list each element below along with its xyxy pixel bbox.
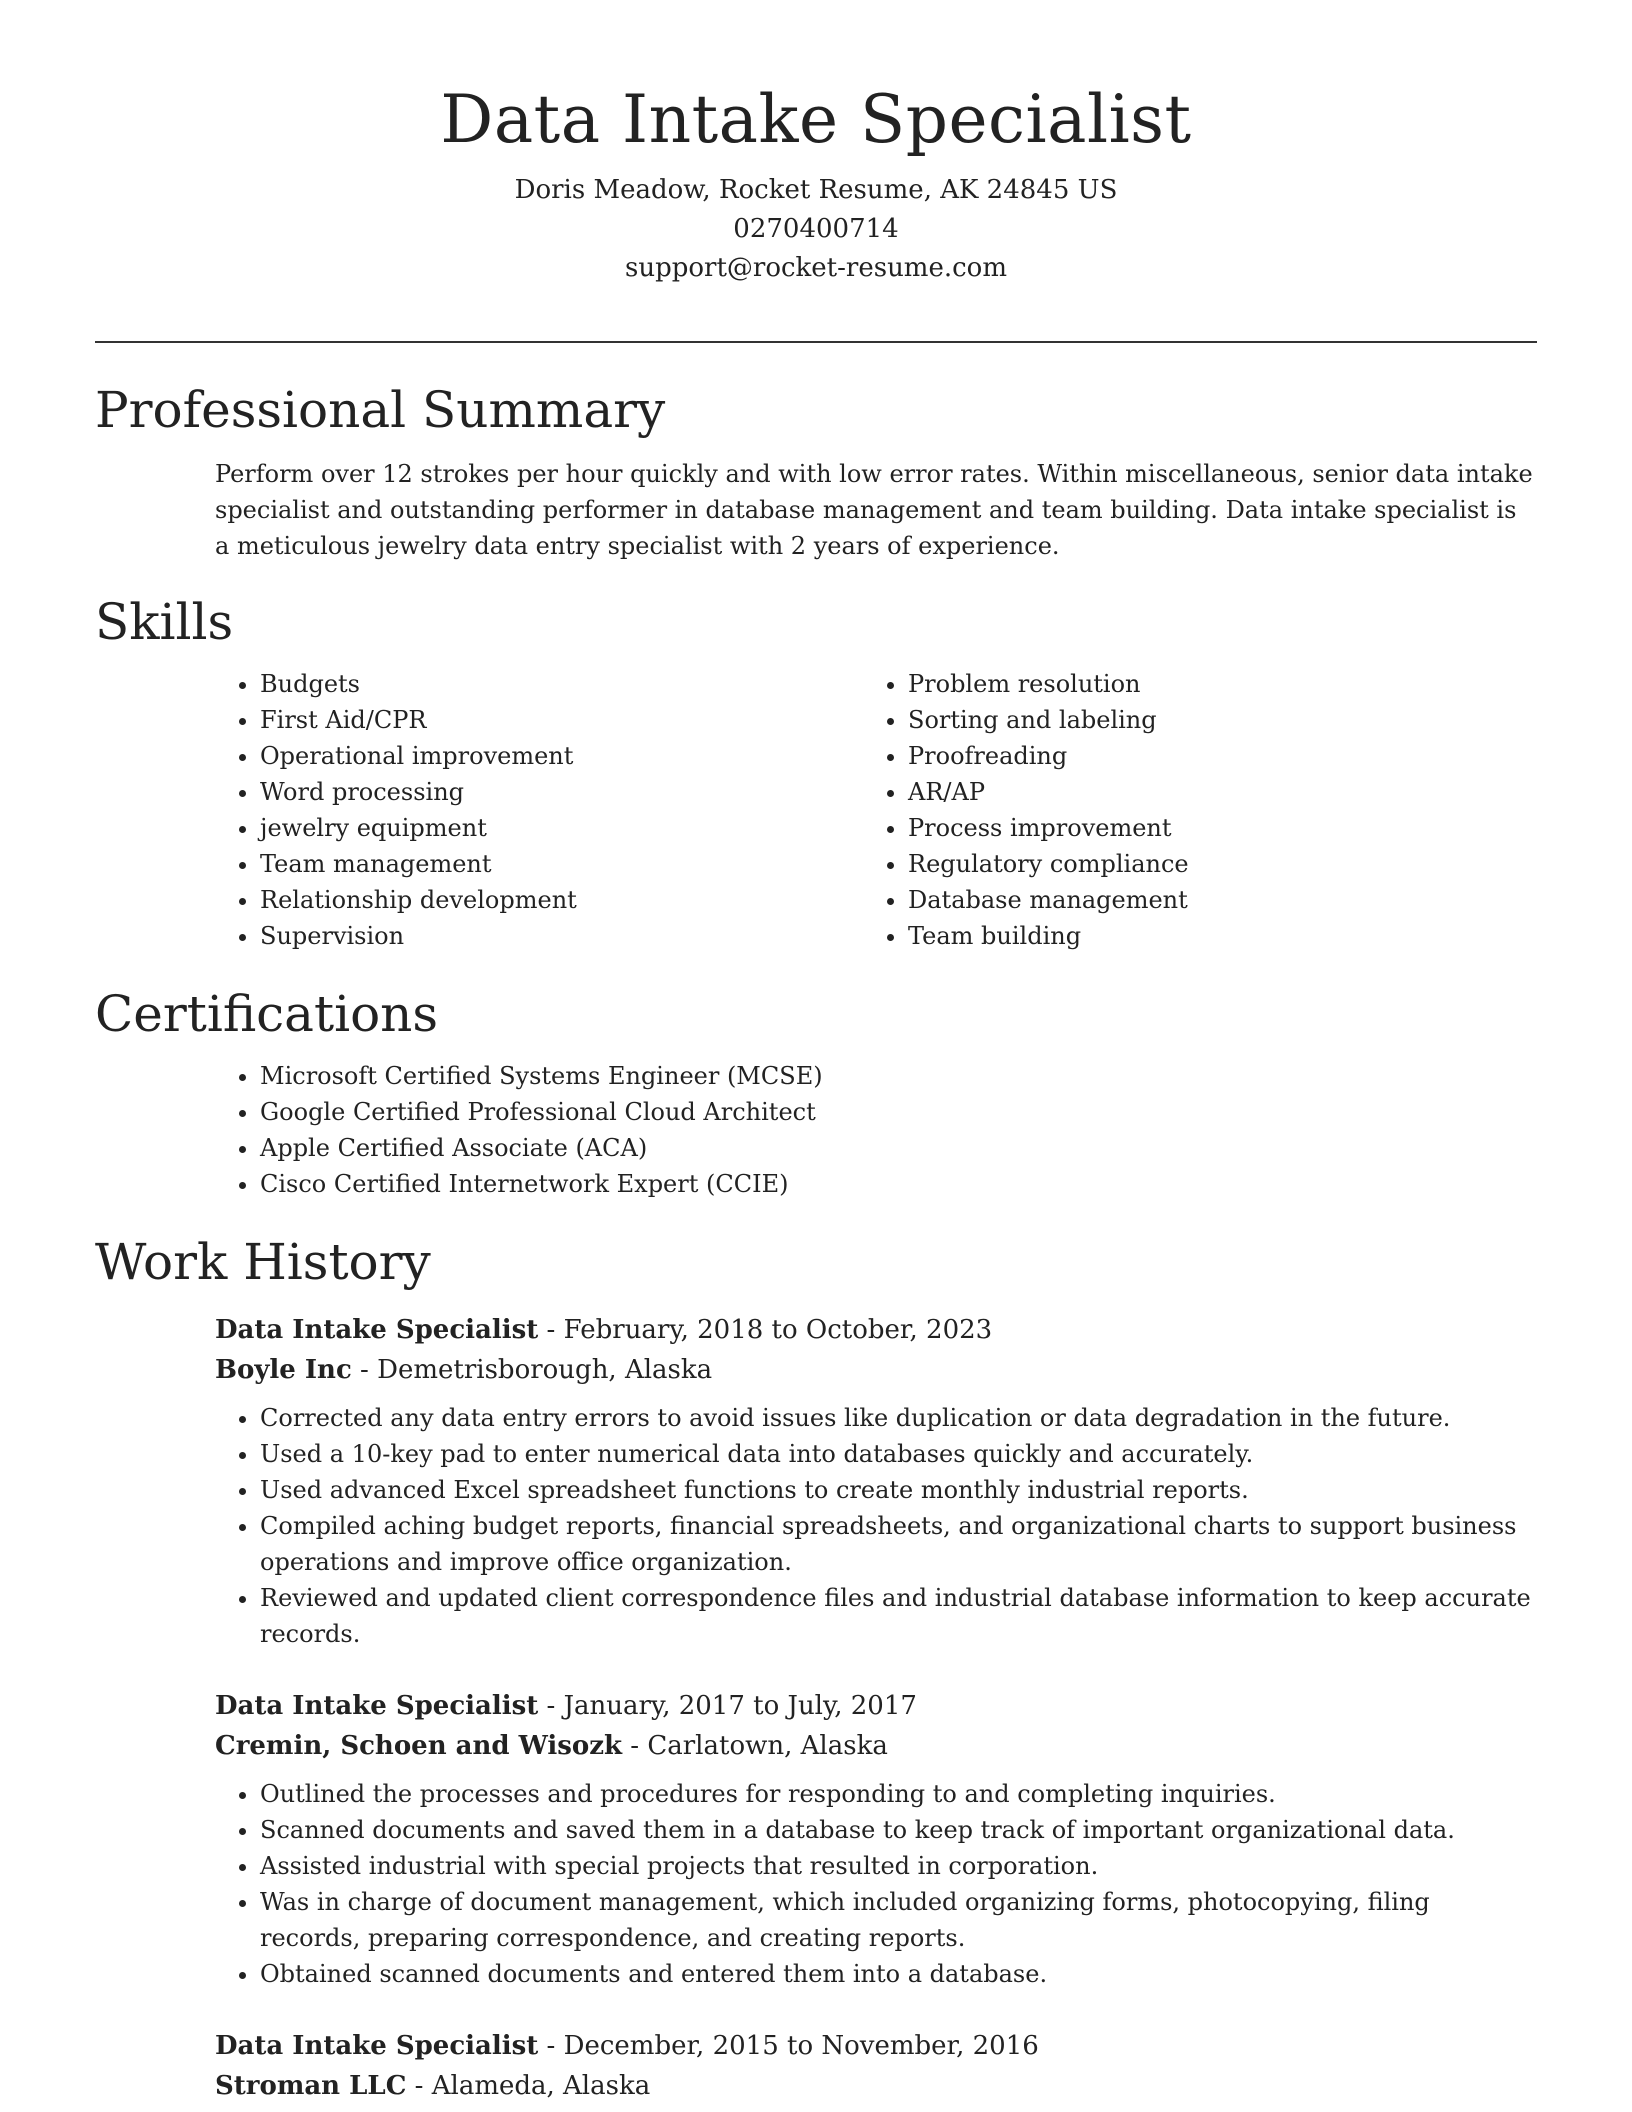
job-bullet: • Used a 10-key pad to enter numerical data into databases quickly and accurately. [260,1436,1537,1472]
page-title: Data Intake Specialist [440,81,1192,158]
job-company: Boyle Inc [215,1355,352,1385]
job-entry [215,1686,1537,1992]
contact-phone: 0270400714 [733,214,899,245]
skill-item: • Regulatory compliance [908,846,1189,882]
job-dates: - December, 2015 to November, 2016 [538,2031,1039,2061]
job-bullet: • Assisted industrial with special projects that resulted in corporation. [260,1848,1537,1884]
job-company-line [215,1726,1537,1766]
header-divider [95,341,1537,343]
job-bullet: • Obtained scanned documents and entered them into a database. [260,1956,1537,1992]
skill-item: • Operational improvement [260,738,740,774]
skill-item: • Problem resolution [908,666,1189,702]
skill-item: • Budgets [260,666,740,702]
job-bullet: • Compiled aching budget reports, financial spreadsheets, and organizational charts to support business operations and improve office organization. [260,1508,1537,1580]
skill-item: • Word processing [260,774,740,810]
summary-section [95,380,1537,564]
job-location: - Demetrisborough, Alaska [351,1355,713,1385]
certifications-section [95,984,1537,1202]
summary-heading: Professional Summary [95,381,666,439]
job-title-line [215,1310,1537,1350]
job-title-line [215,1686,1537,1726]
skill-item: • Relationship development [260,882,740,918]
skills-list-left [95,666,740,954]
contact-address: Doris Meadow, Rocket Resume, AK 24845 US [514,175,1118,206]
resume-header [0,0,1632,288]
skill-item: • Team management [260,846,740,882]
skills-list-right [740,666,1189,954]
job-bullets [215,1776,1537,1992]
job-location: - Carlatown, Alaska [622,1731,888,1761]
job-bullet: • Was in charge of document management, which included organizing forms, photocopying, filing records, preparing correspondence, and creating reports. [260,1884,1537,1956]
work-history-section [95,1232,1537,2106]
job-title-line [215,2026,1537,2066]
job-role: Data Intake Specialist [215,2031,539,2061]
certification-item: • Microsoft Certified Systems Engineer (MCSE) [260,1058,1537,1094]
skill-item: • Process improvement [908,810,1189,846]
certification-item: • Cisco Certified Internetwork Expert (CCIE) [260,1166,1537,1202]
job-role: Data Intake Specialist [215,1315,539,1345]
skills-columns [95,666,1537,954]
job-role: Data Intake Specialist [215,1691,539,1721]
job-bullets [215,1400,1537,1652]
contact-email[interactable]: support@rocket-resume.com [624,253,1007,284]
job-company: Stroman LLC [215,2071,407,2101]
skill-item: • Sorting and labeling [908,702,1189,738]
certification-item: • Google Certified Professional Cloud Architect [260,1094,1537,1130]
skill-item: • Proofreading [908,738,1189,774]
job-bullet: • Outlined the processes and procedures for responding to and completing inquiries. [260,1776,1537,1812]
certifications-heading: Certifications [95,985,439,1043]
job-entry [215,1310,1537,1652]
summary-text: Perform over 12 strokes per hour quickly and with low error rates. Within miscellaneous, senior data intake specialist and outstanding performer in database management and team building. Data intake specialist is a meticulous jewelry data entry specialist with 2 years of experience. [215,460,1533,560]
skill-item: • Team building [908,918,1189,954]
job-dates: - January, 2017 to July, 2017 [538,1691,917,1721]
skill-item: • AR/AP [908,774,1189,810]
skill-item: • jewelry equipment [260,810,740,846]
job-entry [215,2026,1537,2106]
job-bullet: • Used advanced Excel spreadsheet functions to create monthly industrial reports. [260,1472,1537,1508]
job-bullet: • Scanned documents and saved them in a database to keep track of important organizational data. [260,1812,1537,1848]
job-bullet: • Corrected any data entry errors to avoid issues like duplication or data degradation in the future. [260,1400,1537,1436]
job-location: - Alameda, Alaska [406,2071,651,2101]
skill-item: • Database management [908,882,1189,918]
job-company-line [215,1350,1537,1390]
job-bullet: • Reviewed and updated client correspondence files and industrial database information to keep accurate records. [260,1580,1537,1652]
skills-section [95,592,1537,954]
contact-block [0,171,1632,288]
skill-item: • Supervision [260,918,740,954]
skill-item: • First Aid/CPR [260,702,740,738]
certifications-list [95,1058,1537,1202]
skills-heading: Skills [95,593,234,651]
certification-item: • Apple Certified Associate (ACA) [260,1130,1537,1166]
job-company-line [215,2066,1537,2106]
job-company: Cremin, Schoen and Wisozk [215,1731,623,1761]
job-dates: - February, 2018 to October, 2023 [538,1315,993,1345]
work-history-heading: Work History [95,1233,431,1291]
